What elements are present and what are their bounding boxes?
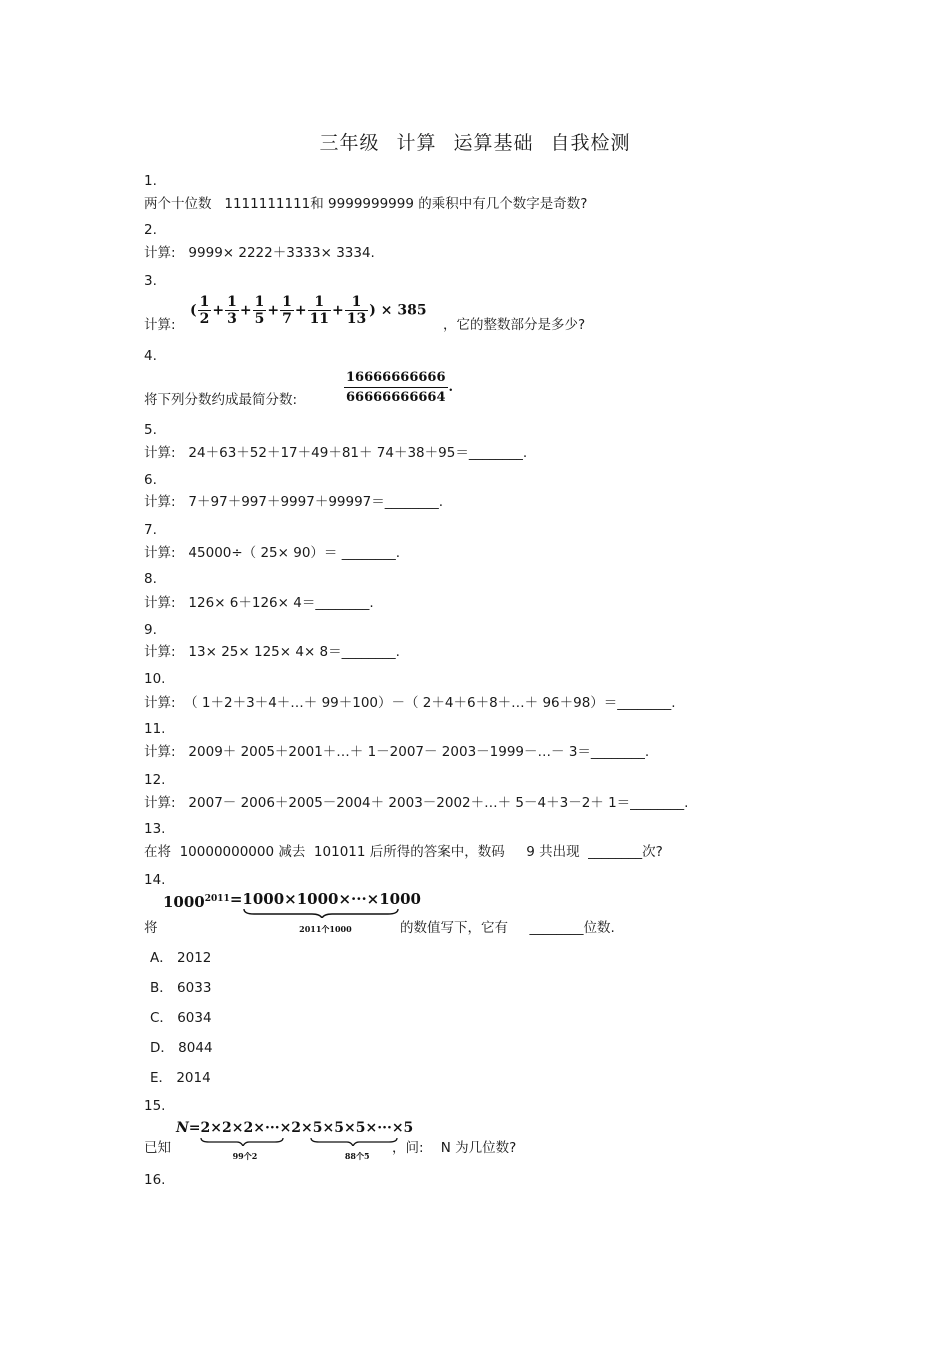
q15-number: 15. <box>144 1098 166 1114</box>
q10-text: 计算: （ 1＋2＋3＋4＋…＋ 99＋100）－（ 2＋4＋6＋8＋…＋ 96＋98）＝________. <box>144 695 676 711</box>
q14-option-c[interactable]: C． 6034 <box>150 1010 212 1026</box>
q3-expression: ( $\frac{1}{2}$ + $\frac{1}{3}$ + $\frac{1}{5}$ + $\frac{1}{7}$ + $\frac{1}{11}$ + $\frac{1}{13}$ ) × 385 <box>190 294 427 327</box>
q4-number: 4. <box>144 348 157 364</box>
q15-suffix: ，问: N 为几位数? <box>392 1140 517 1156</box>
q6-text: 计算: 7＋97＋997＋9997＋99997＝________. <box>144 494 444 510</box>
q14-brace-label: 2011个1000 <box>299 924 352 934</box>
q14-option-e[interactable]: E． 2014 <box>150 1070 211 1086</box>
q15-underbrace-2 <box>301 1137 401 1146</box>
q15-brace-label-2: 88个5 <box>344 1151 370 1161</box>
q13-text: 在将 10000000000 减去 101011 后所得的答案中，数码 9 共出现 ________次? <box>144 844 663 860</box>
q10-number: 10. <box>144 671 166 687</box>
q4-prefix: 将下列分数约成最简分数: <box>144 392 298 408</box>
q5-text: 计算: 24＋63＋52＋17＋49＋81＋ 74＋38＋95＝________. <box>144 445 528 461</box>
q2-text: 计算: 9999× 2222＋3333× 3334. <box>144 245 375 261</box>
q9-number: 9. <box>144 622 157 638</box>
q11-number: 11. <box>144 721 166 737</box>
q9-text: 计算: 13× 25× 125× 4× 8＝________. <box>144 644 400 660</box>
q11-text: 计算: 2009＋ 2005＋2001＋…＋ 1－2007－ 2003－1999－…－ 3＝________. <box>144 744 650 760</box>
q14-option-a[interactable]: A． 2012 <box>150 950 212 966</box>
q2-number: 2. <box>144 222 157 238</box>
q13-number: 13. <box>144 821 166 837</box>
q3-suffix: ，它的整数部分是多少? <box>443 317 586 333</box>
q14-suffix: 的数值写下，它有 ________位数. <box>400 920 615 936</box>
q14-underbrace <box>230 908 400 918</box>
q8-text: 计算: 126× 6＋126× 4＝________. <box>144 595 374 611</box>
q4-fraction: $\frac{16666666666}{66666666664}$ . <box>346 370 454 405</box>
q3-number: 3. <box>144 273 157 289</box>
q7-number: 7. <box>144 522 157 538</box>
q12-text: 计算: 2007－ 2006＋2005－2004＋ 2003－2002＋…＋ 5－4＋3－2＋ 1＝________. <box>144 795 689 811</box>
page-title: 三年级 计算 运算基础 自我检测 <box>319 132 631 154</box>
q14-expression: $1000^{2011}=1000\times 1000\times\cdot\cdot\cdot\times 1000$ 2011个1000 <box>163 890 421 934</box>
q3-prefix: 计算: <box>144 317 176 333</box>
q15-brace-label-1: 99个2 <box>232 1151 258 1161</box>
q15-expression: N=2×2×2×···×2 99个2×5×5×5×···×5 88个5 <box>176 1120 414 1161</box>
q7-text: 计算: 45000÷（ 25× 90）＝ ________. <box>144 545 401 561</box>
q14-option-b[interactable]: B． 6033 <box>150 980 212 996</box>
q6-number: 6. <box>144 472 157 488</box>
q1-number: 1. <box>144 173 157 189</box>
q14-option-d[interactable]: D． 8044 <box>150 1040 213 1056</box>
q12-number: 12. <box>144 772 166 788</box>
q14-prefix: 将 <box>144 920 158 936</box>
q8-number: 8. <box>144 571 157 587</box>
q16-number: 16. <box>144 1172 166 1188</box>
q15-prefix: 已知 <box>144 1140 171 1156</box>
q5-number: 5. <box>144 422 157 438</box>
q14-number: 14. <box>144 872 166 888</box>
q1-text: 两个十位数 1111111111和 9999999999 的乘积中有几个数字是奇数? <box>144 196 588 212</box>
q15-underbrace-1 <box>189 1137 285 1146</box>
